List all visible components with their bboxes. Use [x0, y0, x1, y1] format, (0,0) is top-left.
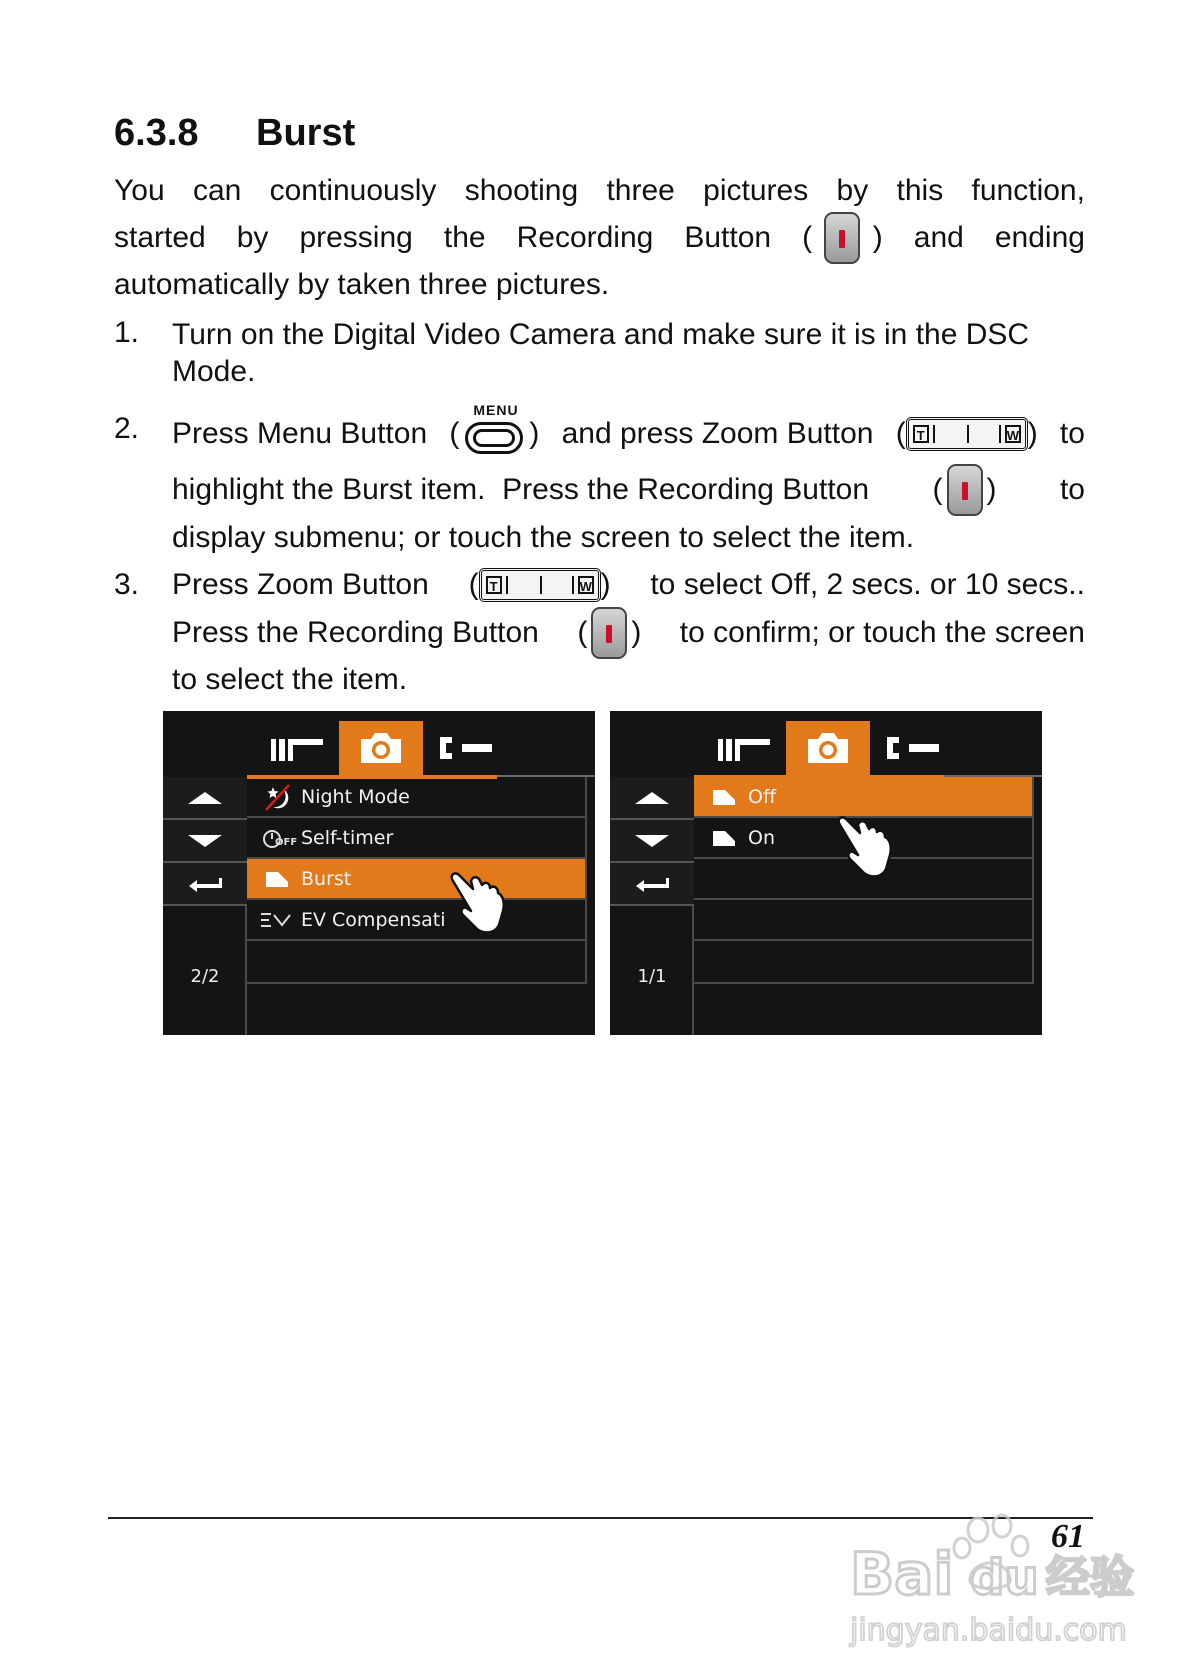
menu-button-shape — [465, 422, 523, 454]
step-2-text: Press Menu Button — [172, 417, 428, 450]
page-number: 61 — [1051, 1518, 1085, 1555]
wrench-icon — [436, 733, 494, 763]
menu-item-self-timer[interactable] — [247, 818, 587, 859]
svg-text:经验: 经验 — [1046, 1552, 1134, 1603]
zoom-slider — [933, 425, 1001, 443]
svg-text:OFF: OFF — [275, 836, 298, 848]
word: pictures — [703, 174, 809, 207]
step-3-line-2 — [172, 608, 1085, 658]
step-2-line-1 — [172, 402, 1085, 462]
menu-caption: MENU — [473, 402, 519, 418]
word: can — [192, 174, 242, 207]
camera-icon — [358, 731, 404, 765]
touch-hand-icon — [449, 867, 509, 935]
nav-up-button[interactable] — [610, 777, 694, 820]
step-2-text: to — [1059, 417, 1085, 450]
zoom-button-ref: ( T W ) — [895, 417, 1038, 450]
svg-text:jingyan.baidu.com: jingyan.baidu.com — [850, 1613, 1127, 1648]
zoom-slider — [506, 576, 574, 594]
burst-icon — [711, 788, 737, 806]
section-number: 6.3.8 — [114, 112, 199, 154]
nav-back-button[interactable] — [610, 863, 694, 906]
page-indicator: 1/1 — [637, 966, 667, 987]
step-3-text: to confirm; or touch the screen — [679, 616, 1085, 649]
record-button-icon — [824, 212, 860, 264]
record-button-ref: ( ) — [802, 212, 883, 264]
night-mode-icon — [263, 783, 291, 811]
arrow-down-icon — [188, 835, 222, 847]
menu-item-burst[interactable] — [247, 859, 587, 900]
nav-back-button[interactable] — [163, 863, 247, 906]
word: function, — [971, 174, 1085, 207]
arrow-down-icon — [635, 835, 669, 847]
step-number: 3. — [114, 568, 140, 601]
step-2-line-3: display submenu; or touch the screen to select the item. — [172, 521, 915, 554]
word: Recording — [516, 221, 654, 254]
video-mode-icon — [716, 733, 772, 763]
zoom-tele-mark: T — [486, 576, 502, 594]
zoom-button-ref: ( T W ) — [468, 568, 611, 601]
nav-down-button[interactable] — [163, 820, 247, 863]
step-1-line-2: Mode. — [172, 355, 256, 388]
video-mode-icon — [269, 733, 325, 763]
word: pressing — [299, 221, 413, 254]
record-button-ref: ( ) — [933, 464, 997, 516]
svg-text:Bai: Bai — [850, 1540, 954, 1608]
tab-camera[interactable] — [339, 721, 423, 775]
step-3-text: Press the Recording Button — [172, 616, 539, 649]
zoom-wide-mark: W — [578, 576, 594, 594]
camera-icon — [805, 731, 851, 765]
step-3-line-1 — [172, 562, 1085, 608]
intro-line-2 — [114, 214, 1085, 261]
zoom-button-icon — [906, 417, 1028, 451]
word: and — [913, 221, 964, 254]
step-2-line-2 — [172, 462, 1085, 518]
menu-item-empty — [247, 941, 587, 984]
menu-item-label: Burst — [301, 867, 352, 890]
arrow-up-icon — [188, 792, 222, 804]
tab-camera[interactable] — [786, 721, 870, 775]
intro-line-3: automatically by taken three pictures. — [114, 268, 610, 301]
word: this — [896, 174, 944, 207]
step-3-line-3: to select the item. — [172, 663, 408, 696]
menu-button-ref: ( MENU ) — [449, 406, 539, 462]
intro-paragraph — [114, 167, 1085, 308]
word: started — [114, 221, 206, 254]
burst-icon — [711, 829, 737, 847]
word: shooting — [464, 174, 579, 207]
page-indicator: 2/2 — [190, 966, 220, 987]
record-button-icon — [591, 607, 627, 659]
intro-line-1 — [114, 167, 1085, 214]
tab-video[interactable] — [702, 721, 786, 775]
word: the — [443, 221, 486, 254]
word: by — [836, 174, 869, 207]
record-button-ref: ( ) — [577, 607, 641, 659]
step-3-text: to select Off, 2 secs. or 10 secs.. — [650, 568, 1085, 601]
submenu-item-label: Off — [748, 785, 777, 808]
menu-button-icon — [459, 402, 529, 462]
svg-text:du: du — [970, 1550, 1039, 1606]
word: ending — [994, 221, 1085, 254]
wrench-icon — [883, 733, 941, 763]
nav-up-button[interactable] — [163, 777, 247, 820]
menu-item-label: Night Mode — [301, 785, 410, 808]
record-button-icon — [947, 464, 983, 516]
nav-down-button[interactable] — [610, 820, 694, 863]
tab-settings[interactable] — [870, 721, 954, 775]
burst-icon — [264, 870, 290, 888]
tab-video[interactable] — [255, 721, 339, 775]
step-1-line-1: Turn on the Digital Video Camera and make sure it is in the DSC — [172, 318, 1030, 351]
tab-settings[interactable] — [423, 721, 507, 775]
submenu-item-label: On — [748, 826, 775, 849]
self-timer-icon — [262, 826, 298, 850]
step-3-text: Press Zoom Button — [172, 568, 429, 601]
zoom-tele-mark: T — [913, 425, 929, 443]
zoom-button-icon — [479, 568, 601, 602]
menu-item-ev-compensation[interactable] — [247, 900, 587, 941]
menu-tabs — [702, 721, 954, 775]
word: Button — [684, 221, 772, 254]
submenu-item-empty — [694, 941, 1034, 984]
ev-icon — [260, 912, 294, 928]
menu-item-night-mode[interactable] — [247, 777, 587, 818]
arrow-up-icon — [635, 792, 669, 804]
zoom-wide-mark: W — [1005, 425, 1021, 443]
camera-screen-menu — [163, 711, 595, 1035]
word: continuously — [269, 174, 437, 207]
step-number: 2. — [114, 412, 140, 445]
section-heading — [114, 112, 355, 155]
touch-hand-icon — [836, 811, 896, 879]
step-2-text: highlight the Burst item. Press the Recording Button — [172, 473, 870, 506]
return-arrow-icon — [634, 876, 670, 892]
word: You — [114, 174, 165, 207]
step-number: 1. — [114, 316, 140, 349]
menu-item-label: EV Compensati — [301, 908, 446, 931]
menu-item-label: Self-timer — [301, 826, 394, 849]
word: three — [606, 174, 675, 207]
menu-tabs — [255, 721, 507, 775]
submenu-item-empty — [694, 900, 1034, 941]
step-2-text: to — [1059, 473, 1085, 506]
word: by — [236, 221, 269, 254]
baidu-watermark-logo — [850, 1518, 1134, 1650]
return-arrow-icon — [187, 876, 223, 892]
section-title: Burst — [256, 112, 356, 154]
camera-screen-submenu — [610, 711, 1042, 1035]
step-2-text: and press Zoom Button — [561, 417, 874, 450]
